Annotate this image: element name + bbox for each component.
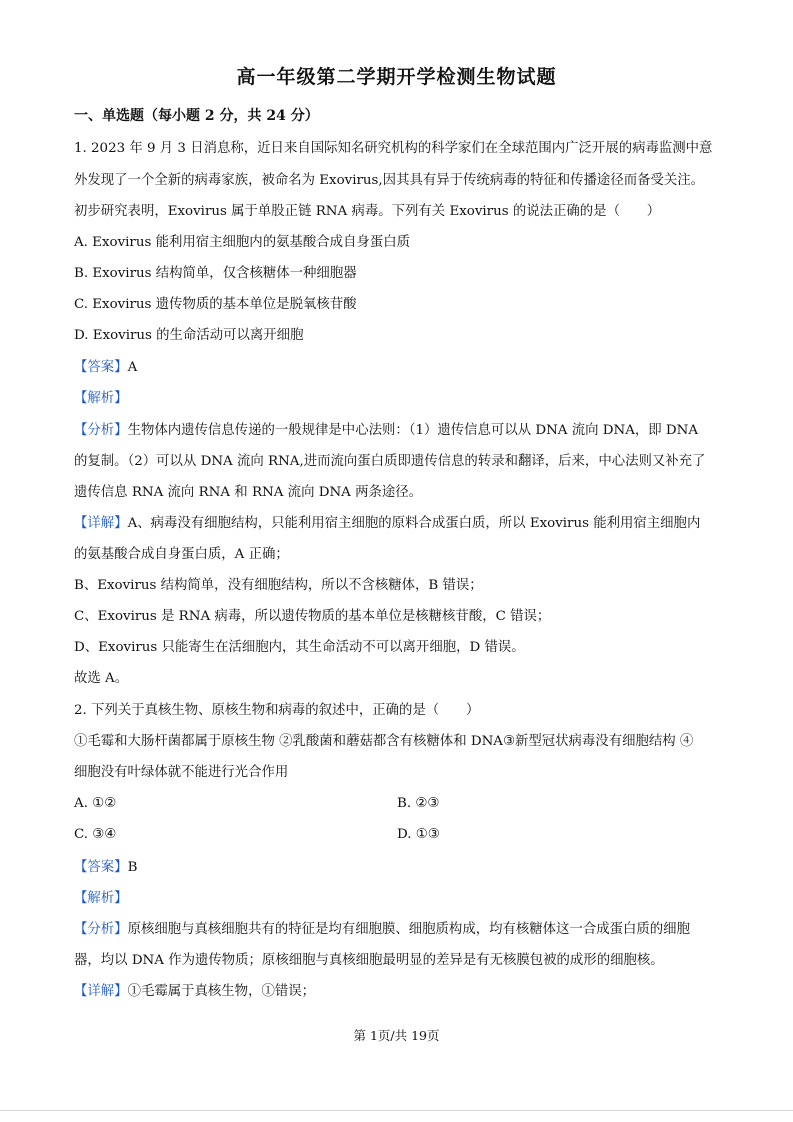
answer-value: B xyxy=(127,860,138,875)
q2-option-a: A. ①② xyxy=(74,796,117,811)
page-divider xyxy=(0,1110,793,1111)
q1-conclusion: 故选 A。 xyxy=(74,671,129,686)
q1-xiangjie-line: B、Exovirus 结构简单，没有细胞结构，所以不含核糖体，B 错误； xyxy=(74,578,483,593)
fenxi-tag: 【分析】 xyxy=(74,922,128,937)
q1-xiangjie xyxy=(74,516,700,532)
q2-fenxi-line: 器，均以 DNA 作为遗传物质；原核细胞与真核细胞最明显的差异是有无核膜包被的成形的细胞核。 xyxy=(74,953,664,968)
q1-option-d: D. Exovirus 的生命活动可以离开细胞 xyxy=(74,328,304,343)
q1-xiangjie-line: C、Exovirus 是 RNA 病毒，所以遗传物质的基本单位是核糖核苷酸，C 错误； xyxy=(74,609,551,624)
q2-stem-line: ①毛霉和大肠杆菌都属于原核生物 ②乳酸菌和蘑菇都含有核糖体和 DNA③新型冠状病毒没有细胞结构 ④ xyxy=(74,734,694,749)
q1-option-a: A. Exovirus 能利用宿主细胞内的氨基酸合成自身蛋白质 xyxy=(74,235,410,250)
answer-tag: 【答案】 xyxy=(74,860,128,875)
fenxi-text: 生物体内遗传信息传递的一般规律是中心法则：（1）遗传信息可以从 DNA 流向 DNA，即 DNA xyxy=(127,423,699,438)
q1-xiangjie-line: 的氨基酸合成自身蛋白质，A 正确； xyxy=(74,547,289,562)
q2-stem-line: 2. 下列关于真核生物、原核生物和病毒的叙述中，正确的是（ ） xyxy=(74,703,480,718)
page-title: 高一年级第二学期开学检测生物试题 xyxy=(236,66,557,88)
q1-analysis-tag: 【解析】 xyxy=(74,391,128,406)
section-heading: 一、单选题（每小题 2 分，共 24 分） xyxy=(74,108,319,124)
q1-answer xyxy=(74,360,137,376)
q1-xiangjie-line: D、Exovirus 只能寄生在活细胞内，其生命活动不可以离开细胞，D 错误。 xyxy=(74,640,525,655)
answer-tag: 【答案】 xyxy=(74,360,128,375)
fenxi-text: 原核细胞与真核细胞共有的特征是均有细胞膜、细胞质构成，均有核糖体这一合成蛋白质的细胞 xyxy=(127,922,690,937)
xiangjie-tag: 【详解】 xyxy=(74,516,128,531)
q1-option-b: B. Exovirus 结构简单，仅含核糖体一种细胞器 xyxy=(74,266,357,281)
xiangjie-tag: 【详解】 xyxy=(74,984,128,999)
q2-stem-line: 细胞没有叶绿体就不能进行光合作用 xyxy=(74,765,289,780)
q1-fenxi-line: 遗传信息 RNA 流向 RNA 和 RNA 流向 DNA 两条途径。 xyxy=(74,485,423,500)
q2-option-b: B. ②③ xyxy=(397,796,440,811)
q2-option-c: C. ③④ xyxy=(74,827,117,842)
q1-stem-line: 初步研究表明，Exovirus 属于单股正链 RNA 病毒。下列有关 Exovirus 的说法正确的是（ ） xyxy=(74,204,661,219)
q2-fenxi xyxy=(74,922,690,938)
q2-analysis-tag: 【解析】 xyxy=(74,891,128,906)
q1-fenxi xyxy=(74,423,698,439)
q1-fenxi-line: 的复制。（2）可以从 DNA 流向 RNA,进而流向蛋白质即遗传信息的转录和翻译，后来，中心法则又补充了 xyxy=(74,454,706,469)
page-footer: 第 1页/共 19页 xyxy=(353,1028,440,1043)
q2-xiangjie xyxy=(74,984,315,1000)
fenxi-tag: 【分析】 xyxy=(74,423,128,438)
q2-option-d: D. ①③ xyxy=(397,827,440,842)
xiangjie-text: A、病毒没有细胞结构，只能利用宿主细胞的原料合成蛋白质，所以 Exovirus 能利用宿主细胞内 xyxy=(127,516,701,531)
q1-stem-line: 1. 2023 年 9 月 3 日消息称，近日来自国际知名研究机构的科学家们在全球范围内广泛开展的病毒监测中意 xyxy=(74,141,713,156)
q1-stem-line: 外发现了一个全新的病毒家族，被命名为 Exovirus,因其具有异于传统病毒的特征和传播途径而备受关注。 xyxy=(74,173,705,188)
q2-answer xyxy=(74,860,137,876)
xiangjie-text: ①毛霉属于真核生物，①错误； xyxy=(127,984,316,999)
answer-value: A xyxy=(127,360,138,375)
q1-option-c: C. Exovirus 遗传物质的基本单位是脱氧核苷酸 xyxy=(74,297,357,312)
